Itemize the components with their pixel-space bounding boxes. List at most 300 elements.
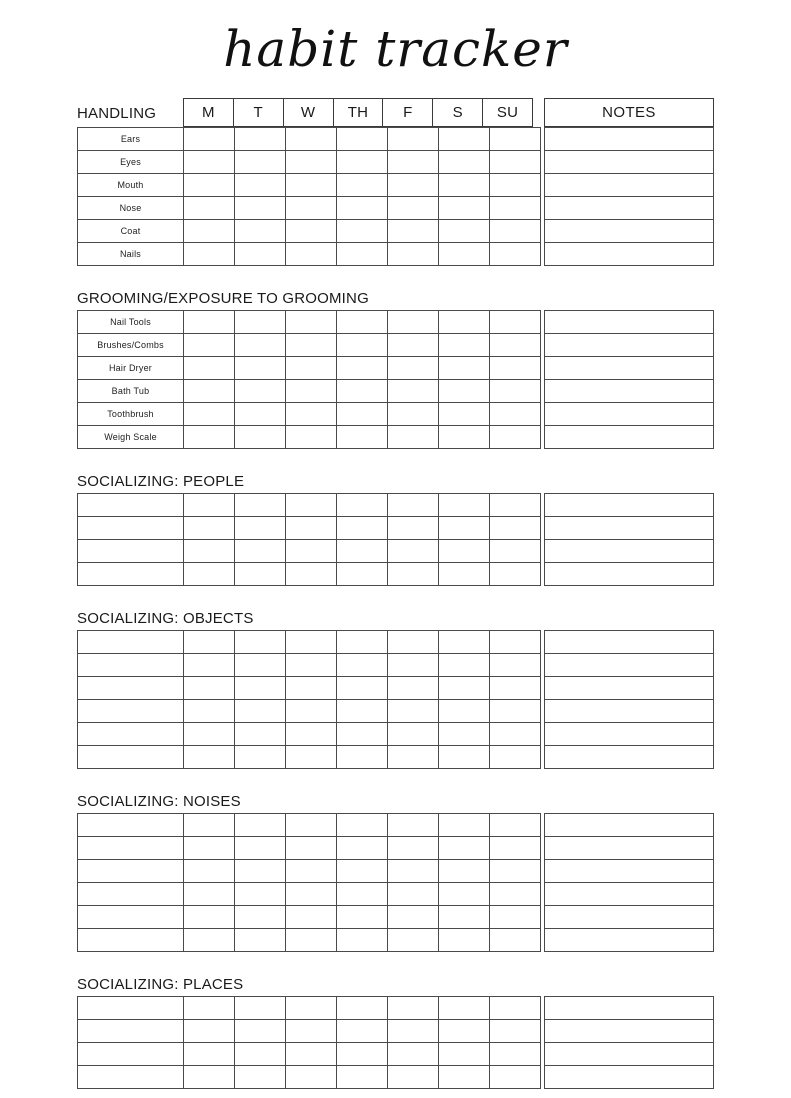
notes-cell[interactable] (545, 128, 714, 151)
row-label[interactable]: Bath Tub (78, 380, 184, 403)
check-cell-s[interactable] (439, 837, 490, 860)
check-cell-w[interactable] (286, 403, 337, 426)
check-cell-su[interactable] (490, 860, 541, 883)
notes-cell[interactable] (545, 517, 714, 540)
row-label[interactable] (78, 517, 184, 540)
check-cell-m[interactable] (184, 883, 235, 906)
notes-cell[interactable] (545, 334, 714, 357)
check-cell-su[interactable] (490, 311, 541, 334)
check-cell-w[interactable] (286, 128, 337, 151)
row-label[interactable] (78, 814, 184, 837)
check-cell-w[interactable] (286, 631, 337, 654)
check-cell-f[interactable] (388, 1066, 439, 1089)
check-cell-t[interactable] (235, 197, 286, 220)
check-cell-t[interactable] (235, 814, 286, 837)
check-cell-f[interactable] (388, 723, 439, 746)
check-cell-w[interactable] (286, 197, 337, 220)
notes-cell[interactable] (545, 357, 714, 380)
check-cell-f[interactable] (388, 334, 439, 357)
check-cell-f[interactable] (388, 746, 439, 769)
check-cell-w[interactable] (286, 1043, 337, 1066)
check-cell-f[interactable] (388, 1020, 439, 1043)
check-cell-w[interactable] (286, 883, 337, 906)
row-label[interactable] (78, 860, 184, 883)
notes-cell[interactable] (545, 1043, 714, 1066)
check-cell-su[interactable] (490, 563, 541, 586)
check-cell-th[interactable] (337, 540, 388, 563)
row-label[interactable] (78, 563, 184, 586)
check-cell-su[interactable] (490, 883, 541, 906)
check-cell-m[interactable] (184, 426, 235, 449)
check-cell-t[interactable] (235, 654, 286, 677)
check-cell-w[interactable] (286, 677, 337, 700)
check-cell-m[interactable] (184, 311, 235, 334)
check-cell-su[interactable] (490, 220, 541, 243)
check-cell-th[interactable] (337, 220, 388, 243)
table-row (78, 334, 541, 357)
check-cell-s[interactable] (439, 243, 490, 266)
check-cell-f[interactable] (388, 929, 439, 952)
check-cell-s[interactable] (439, 700, 490, 723)
row-label[interactable]: Nail Tools (78, 311, 184, 334)
check-cell-w[interactable] (286, 860, 337, 883)
check-cell-f[interactable] (388, 380, 439, 403)
check-cell-m[interactable] (184, 997, 235, 1020)
check-cell-s[interactable] (439, 380, 490, 403)
check-cell-th[interactable] (337, 243, 388, 266)
check-cell-w[interactable] (286, 151, 337, 174)
check-cell-s[interactable] (439, 357, 490, 380)
check-cell-th[interactable] (337, 837, 388, 860)
check-cell-t[interactable] (235, 883, 286, 906)
check-cell-su[interactable] (490, 380, 541, 403)
check-cell-su[interactable] (490, 334, 541, 357)
notes-row (545, 563, 714, 586)
row-label[interactable] (78, 837, 184, 860)
check-cell-su[interactable] (490, 197, 541, 220)
check-cell-m[interactable] (184, 334, 235, 357)
check-cell-t[interactable] (235, 128, 286, 151)
row-label[interactable] (78, 654, 184, 677)
check-cell-f[interactable] (388, 906, 439, 929)
check-cell-t[interactable] (235, 403, 286, 426)
check-cell-su[interactable] (490, 837, 541, 860)
check-cell-th[interactable] (337, 1066, 388, 1089)
check-cell-t[interactable] (235, 540, 286, 563)
check-cell-th[interactable] (337, 334, 388, 357)
check-cell-th[interactable] (337, 906, 388, 929)
check-cell-f[interactable] (388, 814, 439, 837)
check-cell-f[interactable] (388, 631, 439, 654)
check-cell-s[interactable] (439, 883, 490, 906)
check-cell-s[interactable] (439, 997, 490, 1020)
notes-cell[interactable] (545, 540, 714, 563)
check-cell-w[interactable] (286, 243, 337, 266)
check-cell-f[interactable] (388, 426, 439, 449)
row-label[interactable] (78, 631, 184, 654)
check-cell-f[interactable] (388, 654, 439, 677)
check-cell-w[interactable] (286, 906, 337, 929)
check-cell-m[interactable] (184, 631, 235, 654)
check-cell-m[interactable] (184, 700, 235, 723)
check-cell-th[interactable] (337, 151, 388, 174)
check-cell-t[interactable] (235, 906, 286, 929)
check-cell-t[interactable] (235, 174, 286, 197)
check-cell-f[interactable] (388, 883, 439, 906)
check-cell-w[interactable] (286, 517, 337, 540)
check-cell-f[interactable] (388, 837, 439, 860)
row-label[interactable] (78, 1020, 184, 1043)
notes-cell[interactable] (545, 151, 714, 174)
check-cell-t[interactable] (235, 746, 286, 769)
check-cell-w[interactable] (286, 997, 337, 1020)
check-cell-su[interactable] (490, 746, 541, 769)
check-cell-t[interactable] (235, 1020, 286, 1043)
check-cell-th[interactable] (337, 860, 388, 883)
check-cell-s[interactable] (439, 654, 490, 677)
check-cell-m[interactable] (184, 494, 235, 517)
notes-row (545, 631, 714, 654)
notes-cell[interactable] (545, 723, 714, 746)
check-cell-th[interactable] (337, 677, 388, 700)
row-label[interactable] (78, 677, 184, 700)
notes-cell[interactable] (545, 311, 714, 334)
check-cell-su[interactable] (490, 1066, 541, 1089)
check-cell-m[interactable] (184, 1020, 235, 1043)
check-cell-th[interactable] (337, 700, 388, 723)
check-cell-m[interactable] (184, 860, 235, 883)
check-cell-th[interactable] (337, 494, 388, 517)
check-cell-su[interactable] (490, 906, 541, 929)
row-label[interactable]: Nose (78, 197, 184, 220)
check-cell-w[interactable] (286, 1020, 337, 1043)
check-cell-f[interactable] (388, 1043, 439, 1066)
check-cell-m[interactable] (184, 403, 235, 426)
check-cell-th[interactable] (337, 403, 388, 426)
check-cell-s[interactable] (439, 1066, 490, 1089)
check-cell-t[interactable] (235, 311, 286, 334)
notes-cell[interactable] (545, 403, 714, 426)
row-label[interactable] (78, 746, 184, 769)
check-cell-th[interactable] (337, 814, 388, 837)
check-cell-m[interactable] (184, 723, 235, 746)
check-cell-f[interactable] (388, 243, 439, 266)
check-cell-th[interactable] (337, 128, 388, 151)
row-label[interactable] (78, 1066, 184, 1089)
check-cell-t[interactable] (235, 700, 286, 723)
check-cell-th[interactable] (337, 883, 388, 906)
check-cell-m[interactable] (184, 837, 235, 860)
check-cell-t[interactable] (235, 1043, 286, 1066)
check-cell-m[interactable] (184, 540, 235, 563)
notes-cell[interactable] (545, 1066, 714, 1089)
check-cell-f[interactable] (388, 174, 439, 197)
check-cell-m[interactable] (184, 517, 235, 540)
check-cell-th[interactable] (337, 380, 388, 403)
check-cell-t[interactable] (235, 151, 286, 174)
check-cell-m[interactable] (184, 654, 235, 677)
row-label[interactable] (78, 700, 184, 723)
check-cell-m[interactable] (184, 128, 235, 151)
check-cell-t[interactable] (235, 860, 286, 883)
check-cell-m[interactable] (184, 151, 235, 174)
check-cell-m[interactable] (184, 563, 235, 586)
row-label[interactable] (78, 997, 184, 1020)
notes-cell[interactable] (545, 243, 714, 266)
check-cell-w[interactable] (286, 174, 337, 197)
check-cell-s[interactable] (439, 723, 490, 746)
check-cell-w[interactable] (286, 814, 337, 837)
check-cell-th[interactable] (337, 426, 388, 449)
check-cell-su[interactable] (490, 517, 541, 540)
check-cell-th[interactable] (337, 197, 388, 220)
check-cell-t[interactable] (235, 357, 286, 380)
check-cell-f[interactable] (388, 700, 439, 723)
notes-cell[interactable] (545, 174, 714, 197)
day-header-th: TH (334, 99, 384, 126)
check-cell-s[interactable] (439, 906, 490, 929)
check-cell-s[interactable] (439, 128, 490, 151)
row-label[interactable] (78, 1043, 184, 1066)
check-cell-w[interactable] (286, 311, 337, 334)
notes-row (545, 334, 714, 357)
check-cell-su[interactable] (490, 403, 541, 426)
check-cell-w[interactable] (286, 334, 337, 357)
check-cell-f[interactable] (388, 403, 439, 426)
check-cell-w[interactable] (286, 654, 337, 677)
check-cell-su[interactable] (490, 997, 541, 1020)
check-cell-th[interactable] (337, 174, 388, 197)
check-cell-f[interactable] (388, 220, 439, 243)
check-cell-su[interactable] (490, 494, 541, 517)
check-cell-su[interactable] (490, 1043, 541, 1066)
check-cell-w[interactable] (286, 540, 337, 563)
check-cell-f[interactable] (388, 128, 439, 151)
check-cell-s[interactable] (439, 540, 490, 563)
section-grooming (77, 288, 714, 449)
row-label[interactable]: Hair Dryer (78, 357, 184, 380)
notes-cell[interactable] (545, 997, 714, 1020)
check-cell-m[interactable] (184, 197, 235, 220)
check-cell-t[interactable] (235, 997, 286, 1020)
check-cell-s[interactable] (439, 334, 490, 357)
notes-cell[interactable] (545, 860, 714, 883)
notes-cell[interactable] (545, 700, 714, 723)
row-label[interactable]: Toothbrush (78, 403, 184, 426)
notes-cell[interactable] (545, 631, 714, 654)
check-cell-f[interactable] (388, 197, 439, 220)
check-cell-s[interactable] (439, 1043, 490, 1066)
notes-cell[interactable] (545, 814, 714, 837)
notes-cell[interactable] (545, 563, 714, 586)
check-cell-m[interactable] (184, 906, 235, 929)
check-cell-t[interactable] (235, 929, 286, 952)
check-cell-m[interactable] (184, 1043, 235, 1066)
check-cell-w[interactable] (286, 1066, 337, 1089)
row-label[interactable]: Eyes (78, 151, 184, 174)
check-cell-s[interactable] (439, 814, 490, 837)
check-cell-th[interactable] (337, 311, 388, 334)
check-cell-su[interactable] (490, 243, 541, 266)
check-cell-s[interactable] (439, 1020, 490, 1043)
row-label[interactable] (78, 723, 184, 746)
check-cell-s[interactable] (439, 197, 490, 220)
notes-row (545, 197, 714, 220)
check-cell-su[interactable] (490, 426, 541, 449)
notes-cell[interactable] (545, 380, 714, 403)
check-cell-w[interactable] (286, 746, 337, 769)
table-row (78, 1043, 541, 1066)
check-cell-f[interactable] (388, 563, 439, 586)
check-cell-s[interactable] (439, 746, 490, 769)
check-cell-w[interactable] (286, 929, 337, 952)
check-cell-w[interactable] (286, 700, 337, 723)
check-cell-su[interactable] (490, 540, 541, 563)
check-cell-f[interactable] (388, 151, 439, 174)
check-cell-s[interactable] (439, 860, 490, 883)
check-cell-f[interactable] (388, 357, 439, 380)
check-cell-th[interactable] (337, 1020, 388, 1043)
check-cell-t[interactable] (235, 677, 286, 700)
check-cell-s[interactable] (439, 517, 490, 540)
check-cell-th[interactable] (337, 746, 388, 769)
check-cell-su[interactable] (490, 174, 541, 197)
check-cell-su[interactable] (490, 677, 541, 700)
check-cell-s[interactable] (439, 174, 490, 197)
check-cell-t[interactable] (235, 220, 286, 243)
check-cell-s[interactable] (439, 677, 490, 700)
row-label[interactable] (78, 883, 184, 906)
check-cell-f[interactable] (388, 311, 439, 334)
check-cell-s[interactable] (439, 311, 490, 334)
check-cell-m[interactable] (184, 243, 235, 266)
check-cell-t[interactable] (235, 243, 286, 266)
row-label[interactable] (78, 906, 184, 929)
check-cell-w[interactable] (286, 220, 337, 243)
check-cell-th[interactable] (337, 517, 388, 540)
check-cell-f[interactable] (388, 997, 439, 1020)
check-cell-w[interactable] (286, 426, 337, 449)
check-cell-w[interactable] (286, 563, 337, 586)
notes-cell[interactable] (545, 677, 714, 700)
check-cell-t[interactable] (235, 563, 286, 586)
check-cell-t[interactable] (235, 631, 286, 654)
notes-cell[interactable] (545, 197, 714, 220)
check-cell-su[interactable] (490, 631, 541, 654)
check-cell-m[interactable] (184, 174, 235, 197)
notes-cell[interactable] (545, 883, 714, 906)
check-cell-th[interactable] (337, 563, 388, 586)
check-cell-s[interactable] (439, 563, 490, 586)
check-cell-th[interactable] (337, 654, 388, 677)
row-label[interactable]: Nails (78, 243, 184, 266)
check-cell-su[interactable] (490, 929, 541, 952)
check-cell-th[interactable] (337, 997, 388, 1020)
check-cell-m[interactable] (184, 1066, 235, 1089)
check-cell-t[interactable] (235, 380, 286, 403)
row-label[interactable]: Weigh Scale (78, 426, 184, 449)
check-cell-w[interactable] (286, 494, 337, 517)
check-cell-f[interactable] (388, 677, 439, 700)
row-label[interactable] (78, 929, 184, 952)
row-label[interactable]: Coat (78, 220, 184, 243)
check-cell-s[interactable] (439, 220, 490, 243)
check-cell-su[interactable] (490, 700, 541, 723)
check-cell-w[interactable] (286, 380, 337, 403)
check-cell-su[interactable] (490, 723, 541, 746)
check-cell-f[interactable] (388, 494, 439, 517)
check-cell-f[interactable] (388, 540, 439, 563)
notes-cell[interactable] (545, 906, 714, 929)
row-label[interactable]: Brushes/Combs (78, 334, 184, 357)
check-cell-su[interactable] (490, 654, 541, 677)
check-cell-w[interactable] (286, 357, 337, 380)
section-body-socializing-people (77, 493, 714, 586)
check-cell-m[interactable] (184, 380, 235, 403)
check-cell-su[interactable] (490, 814, 541, 837)
check-cell-m[interactable] (184, 357, 235, 380)
row-label[interactable]: Ears (78, 128, 184, 151)
check-cell-m[interactable] (184, 746, 235, 769)
check-cell-t[interactable] (235, 517, 286, 540)
check-cell-m[interactable] (184, 220, 235, 243)
row-label[interactable] (78, 494, 184, 517)
notes-cell[interactable] (545, 494, 714, 517)
notes-cell[interactable] (545, 1020, 714, 1043)
check-cell-su[interactable] (490, 357, 541, 380)
notes-row (545, 403, 714, 426)
check-cell-th[interactable] (337, 929, 388, 952)
check-cell-s[interactable] (439, 403, 490, 426)
row-label[interactable] (78, 540, 184, 563)
check-cell-th[interactable] (337, 723, 388, 746)
check-cell-m[interactable] (184, 929, 235, 952)
check-cell-su[interactable] (490, 128, 541, 151)
check-cell-su[interactable] (490, 1020, 541, 1043)
check-cell-th[interactable] (337, 1043, 388, 1066)
notes-cell[interactable] (545, 220, 714, 243)
check-cell-f[interactable] (388, 517, 439, 540)
check-cell-th[interactable] (337, 631, 388, 654)
row-label[interactable]: Mouth (78, 174, 184, 197)
notes-row (545, 151, 714, 174)
check-cell-t[interactable] (235, 837, 286, 860)
check-cell-w[interactable] (286, 723, 337, 746)
check-cell-t[interactable] (235, 334, 286, 357)
notes-cell[interactable] (545, 654, 714, 677)
check-cell-w[interactable] (286, 837, 337, 860)
notes-cell[interactable] (545, 929, 714, 952)
check-cell-f[interactable] (388, 860, 439, 883)
table-row (78, 860, 541, 883)
check-cell-s[interactable] (439, 151, 490, 174)
check-cell-s[interactable] (439, 929, 490, 952)
check-cell-t[interactable] (235, 1066, 286, 1089)
check-cell-th[interactable] (337, 357, 388, 380)
check-cell-t[interactable] (235, 494, 286, 517)
notes-cell[interactable] (545, 426, 714, 449)
check-cell-t[interactable] (235, 426, 286, 449)
check-cell-s[interactable] (439, 494, 490, 517)
notes-cell[interactable] (545, 837, 714, 860)
check-cell-t[interactable] (235, 723, 286, 746)
notes-cell[interactable] (545, 746, 714, 769)
check-cell-s[interactable] (439, 426, 490, 449)
check-cell-m[interactable] (184, 677, 235, 700)
check-cell-s[interactable] (439, 631, 490, 654)
check-cell-m[interactable] (184, 814, 235, 837)
check-cell-su[interactable] (490, 151, 541, 174)
